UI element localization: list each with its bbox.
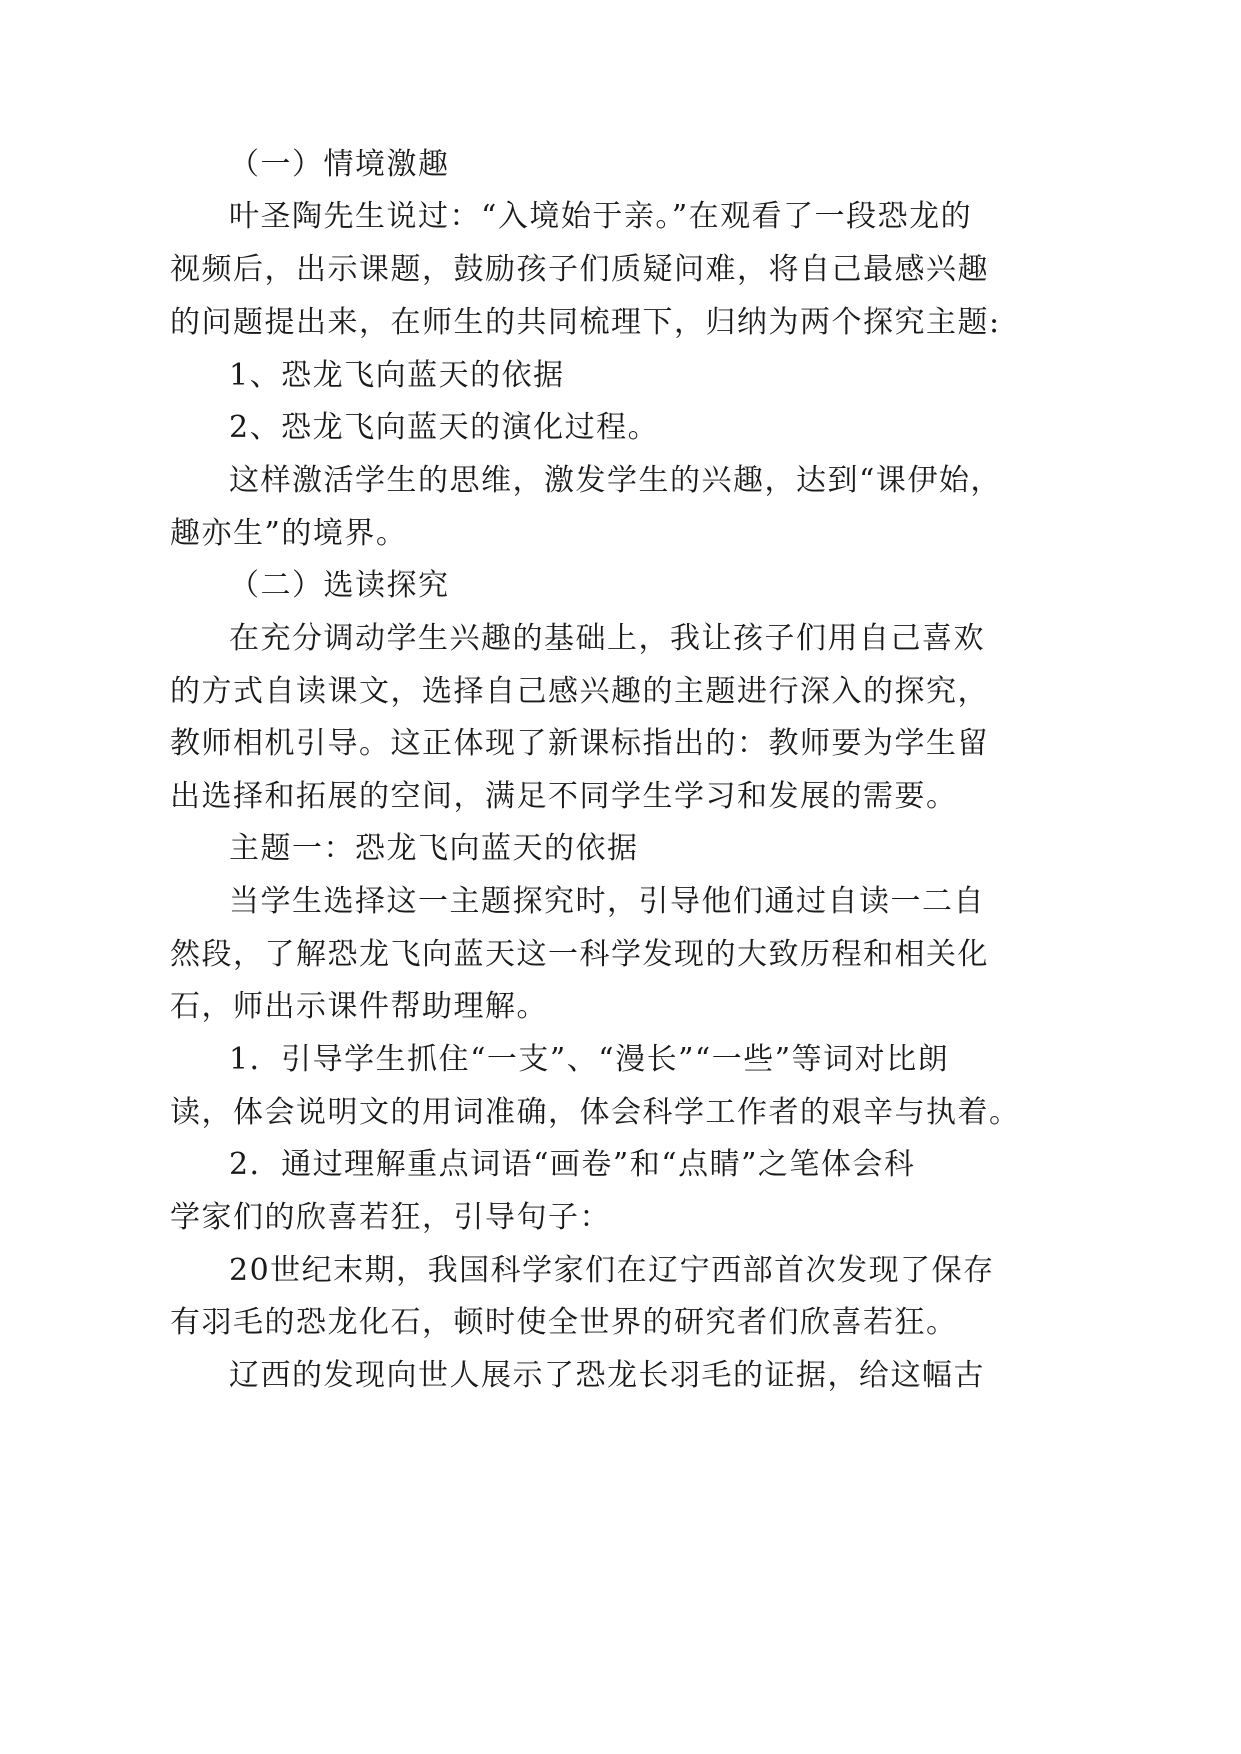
paragraph-line: 石，师出示课件帮助理解。 bbox=[170, 989, 548, 1024]
section-heading-2: （二）选读探究 bbox=[229, 568, 450, 603]
paragraph-line: 当学生选择这一主题探究时，引导他们通过自读一二自 bbox=[229, 884, 985, 919]
paragraph-line: 的问题提出来，在师生的共同梳理下，归纳为两个探究主题: bbox=[170, 305, 1001, 340]
paragraph-line: 教师相机引导。这正体现了新课标指出的：教师要为学生留 bbox=[170, 726, 989, 761]
paragraph-line: 这样激活学生的思维，激发学生的兴趣，达到“课伊始， bbox=[229, 463, 1002, 498]
numbered-item-1: 1．引导学生抓住“一支”、“漫长”“一些”等词对比朗 bbox=[229, 1042, 950, 1077]
numbered-item-2: 2．通过理解重点词语“画卷”和“点睛”之笔体会科 bbox=[229, 1147, 916, 1182]
paragraph-line: 学家们的欣喜若狂，引导句子： bbox=[170, 1200, 611, 1235]
list-item-2: 2、恐龙飞向蓝天的演化过程。 bbox=[229, 410, 660, 445]
paragraph-line: 辽西的发现向世人展示了恐龙长羽毛的证据，给这幅古 bbox=[229, 1358, 985, 1393]
paragraph-line: 然段，了解恐龙飞向蓝天这一科学发现的大致历程和相关化 bbox=[170, 937, 989, 972]
section-heading-1: （一）情境激趣 bbox=[229, 147, 450, 182]
list-item-1: 1、恐龙飞向蓝天的依据 bbox=[229, 358, 565, 393]
topic-heading-1: 主题一：恐龙飞向蓝天的依据 bbox=[229, 831, 639, 866]
paragraph-line: 在充分调动学生兴趣的基础上，我让孩子们用自己喜欢 bbox=[229, 621, 985, 656]
quoted-sentence-line: 20世纪末期，我国科学家们在辽宁西部首次发现了保存 bbox=[229, 1253, 995, 1288]
quoted-sentence-line: 有羽毛的恐龙化石，顿时使全世界的研究者们欣喜若狂。 bbox=[170, 1305, 958, 1340]
paragraph-line: 读，体会说明文的用词准确，体会科学工作者的艰辛与执着。 bbox=[170, 1095, 1021, 1130]
paragraph-line: 出选择和拓展的空间，满足不同学生学习和发展的需要。 bbox=[170, 779, 958, 814]
paragraph-line: 视频后，出示课题，鼓励孩子们质疑问难，将自己最感兴趣 bbox=[170, 252, 989, 287]
paragraph-line: 叶圣陶先生说过：“入境始于亲。”在观看了一段恐龙的 bbox=[229, 199, 973, 234]
paragraph-line: 的方式自读课文，选择自己感兴趣的主题进行深入的探究， bbox=[170, 674, 989, 709]
paragraph-line: 趣亦生”的境界。 bbox=[170, 516, 408, 551]
